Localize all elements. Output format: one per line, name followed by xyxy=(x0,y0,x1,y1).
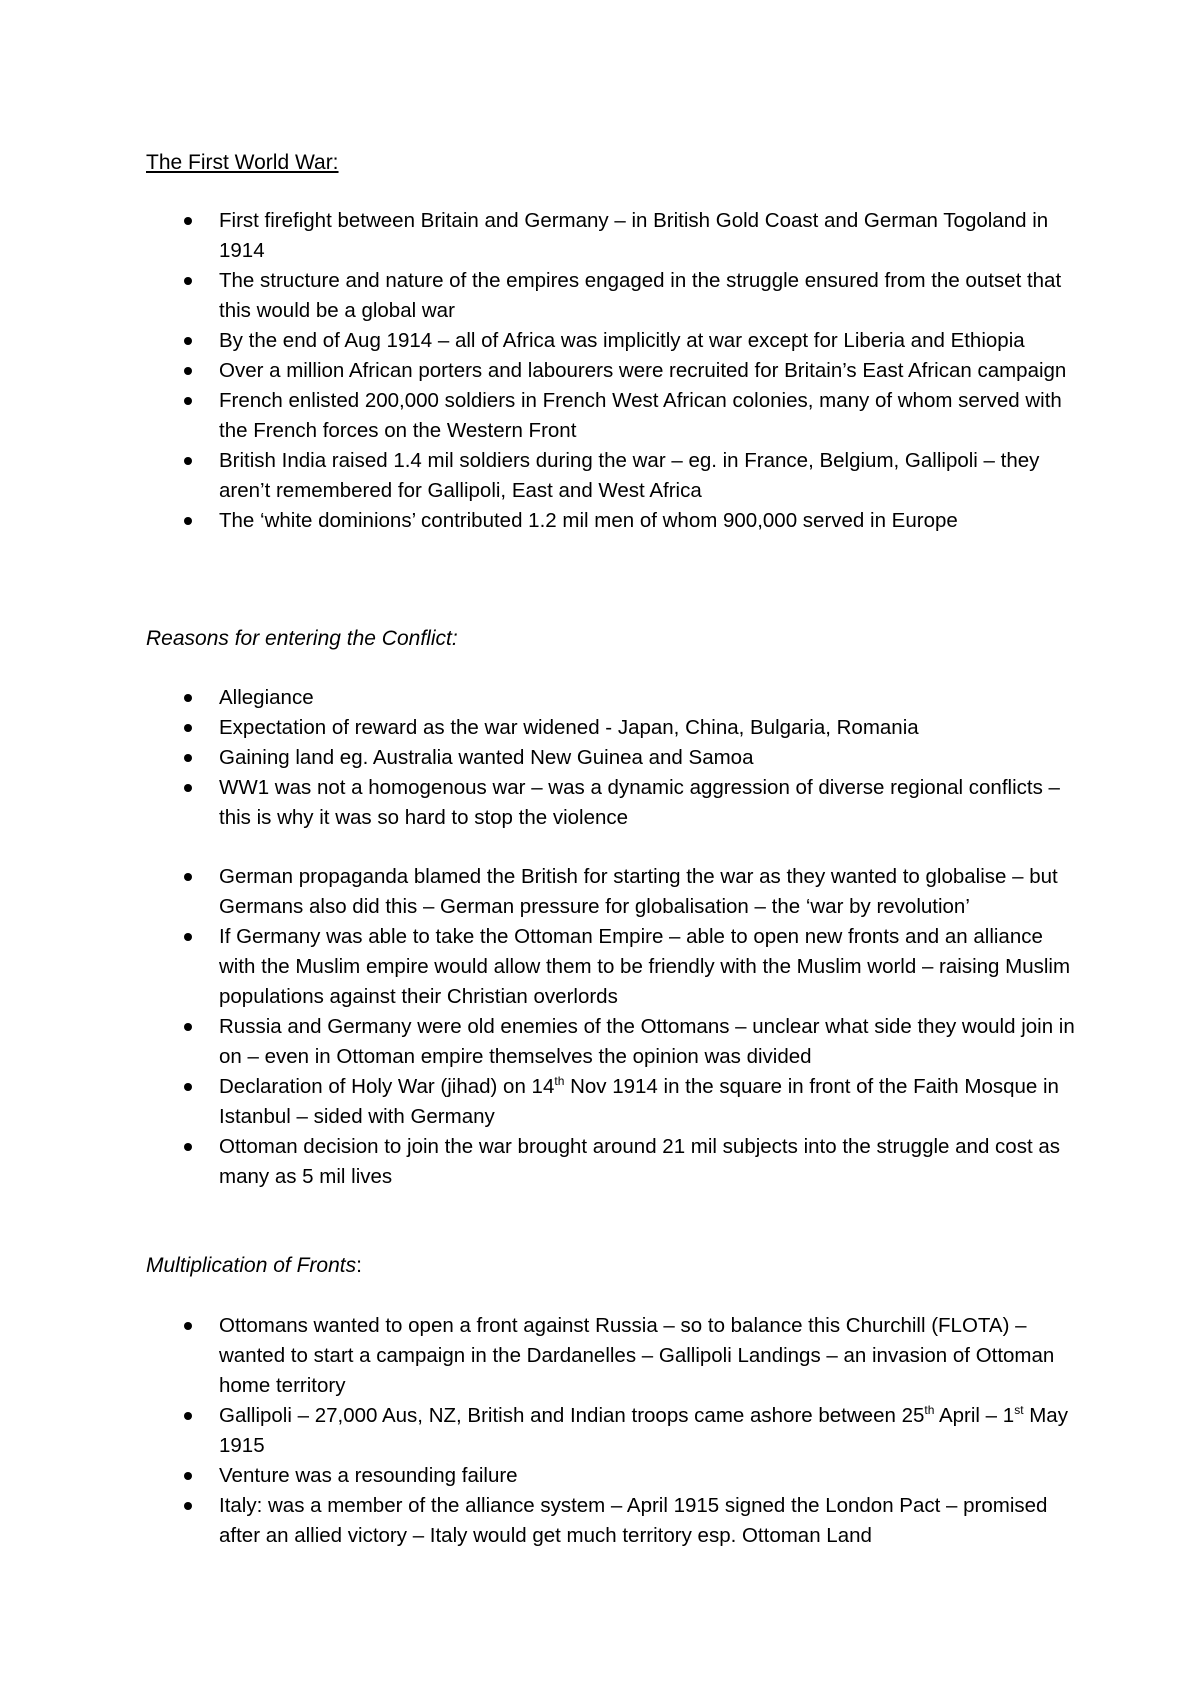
list-item: Ottomans wanted to open a front against Russia – so to balance this Churchill (FLOTA) – wanted to start a campaign in the Dardanelles – Gallipoli Landings – an invasion of Ottoman home territory xyxy=(146,1311,1076,1401)
list-item: Allegiance xyxy=(146,683,1076,713)
bullet-icon xyxy=(184,1023,192,1031)
list-item: Venture was a resounding failure xyxy=(146,1461,1076,1491)
list-item: German propaganda blamed the British for starting the war as they wanted to globalise – but Germans also did this – German pressure for globalisation – the ‘war by revolution’ xyxy=(146,862,1076,922)
bullet-icon xyxy=(184,457,192,465)
list-item: Russia and Germany were old enemies of the Ottomans – unclear what side they would join in on – even in Ottoman empire themselves the opinion was divided xyxy=(146,1012,1076,1072)
page-title: The First World War: xyxy=(146,151,339,174)
list-item: By the end of Aug 1914 – all of Africa was implicitly at war except for Liberia and Ethiopia xyxy=(146,326,1076,356)
bullet-icon xyxy=(184,217,192,225)
bullet-icon xyxy=(184,694,192,702)
list-item: French enlisted 200,000 soldiers in French West African colonies, many of whom served with the French forces on the Western Front xyxy=(146,386,1076,446)
bullet-icon xyxy=(184,724,192,732)
list-item: Over a million African porters and labourers were recruited for Britain’s East African campaign xyxy=(146,356,1076,386)
list-item: The ‘white dominions’ contributed 1.2 mil men of whom 900,000 served in Europe xyxy=(146,506,1076,536)
list-item: WW1 was not a homogenous war – was a dynamic aggression of diverse regional conflicts – this is why it was so hard to stop the violence xyxy=(146,773,1076,833)
list-item: Gaining land eg. Australia wanted New Guinea and Samoa xyxy=(146,743,1076,773)
bullet-icon xyxy=(184,1412,192,1420)
bullet-icon xyxy=(184,397,192,405)
bullet-icon xyxy=(184,784,192,792)
bullet-icon xyxy=(184,517,192,525)
section-heading-fronts: Multiplication of Fronts: xyxy=(146,1254,362,1277)
list-item: If Germany was able to take the Ottoman Empire – able to open new fronts and an alliance with the Muslim empire would allow them to be friendly with the Muslim world – raising Muslim populations against their Christian overlords xyxy=(146,922,1076,1012)
bullet-icon xyxy=(184,277,192,285)
bullet-icon xyxy=(184,933,192,941)
bullet-icon xyxy=(184,1322,192,1330)
bullet-icon xyxy=(184,1472,192,1480)
list-item: Declaration of Holy War (jihad) on 14th Nov 1914 in the square in front of the Faith Mosque in Istanbul – sided with Germany xyxy=(146,1072,1076,1132)
list-item: The structure and nature of the empires engaged in the struggle ensured from the outset that this would be a global war xyxy=(146,266,1076,326)
list-item: First firefight between Britain and Germany – in British Gold Coast and German Togoland in 1914 xyxy=(146,206,1076,266)
list-item: Italy: was a member of the alliance system – April 1915 signed the London Pact – promised after an allied victory – Italy would get much territory esp. Ottoman Land xyxy=(146,1491,1076,1551)
list-item: Expectation of reward as the war widened - Japan, China, Bulgaria, Romania xyxy=(146,713,1076,743)
propaganda-list xyxy=(146,862,1076,1192)
list-item: Gallipoli – 27,000 Aus, NZ, British and Indian troops came ashore between 25th April – 1st May 1915 xyxy=(146,1401,1076,1461)
bullet-icon xyxy=(184,754,192,762)
list-item: British India raised 1.4 mil soldiers during the war – eg. in France, Belgium, Gallipoli – they aren’t remembered for Gallipoli, East and West Africa xyxy=(146,446,1076,506)
list-item: Ottoman decision to join the war brought around 21 mil subjects into the struggle and cost as many as 5 mil lives xyxy=(146,1132,1076,1192)
section-heading-reasons: Reasons for entering the Conflict: xyxy=(146,627,458,650)
first-world-war-list xyxy=(146,206,1076,536)
fronts-list xyxy=(146,1311,1076,1551)
bullet-icon xyxy=(184,367,192,375)
bullet-icon xyxy=(184,1083,192,1091)
bullet-icon xyxy=(184,1143,192,1151)
reasons-list xyxy=(146,683,1076,833)
bullet-icon xyxy=(184,337,192,345)
bullet-icon xyxy=(184,1502,192,1510)
bullet-icon xyxy=(184,873,192,881)
